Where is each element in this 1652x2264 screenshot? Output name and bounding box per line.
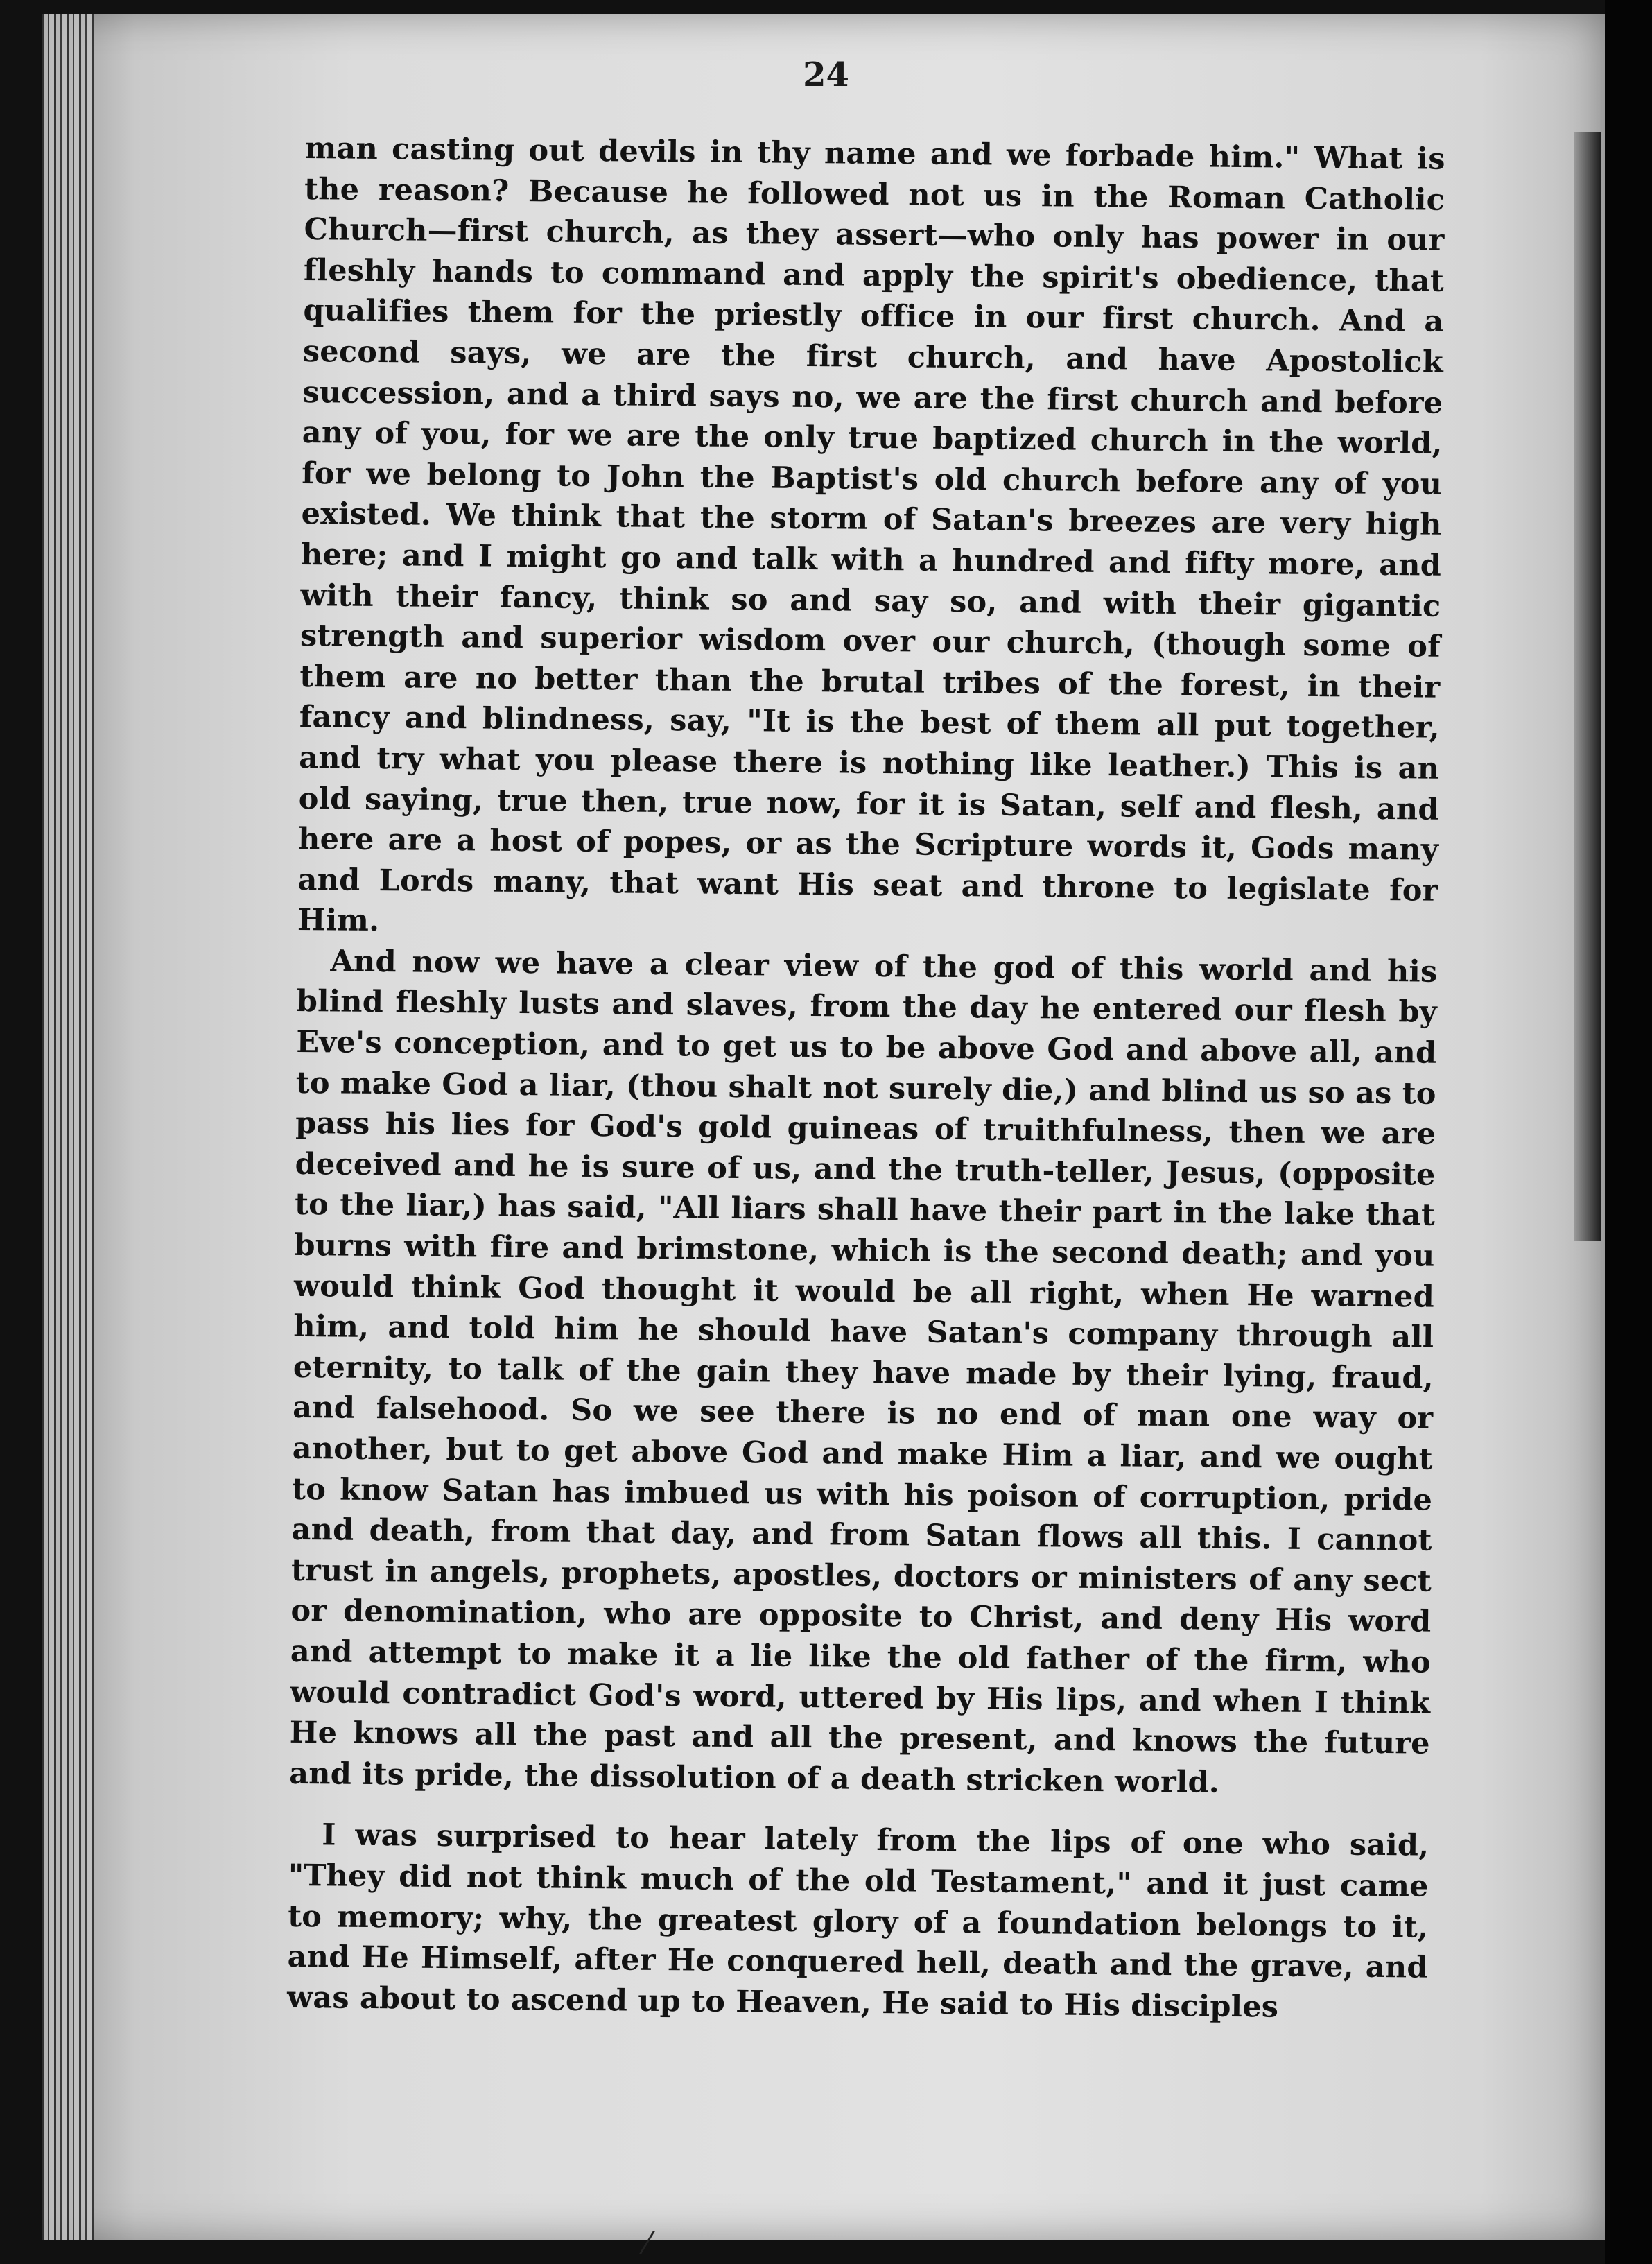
paragraph-2: And now we have a clear view of the god of this world and his blind fleshly lusts and slaves, from the day he entered our flesh by Eve's conception, and to get us to be above God and above all, and to make God a liar, (thou shalt not surely die,) and blind us so as to pass his lies for God's gold guineas of truithfulness, then we are deceived and he is sure of us, and the truth-teller, Jesus, (opposite to the liar,) has said, "All liars shall have their part in the lake that burns with fire and brimstone, which is the second death; and you would think God thought it would be all right, when He warned him, and told him he should have Satan's company through all eternity, to talk of the gain they have made by their lying, fraud, and falsehood. So we see there is no end of man one way or another, but to get above God and make Him a liar, and we ought to know Satan has imbued us with his poison of corruption, pride and death, from that day, and from Satan flows all this. I cannot trust in angels, prophets, apostles, doctors or ministers of any sect or denomination, who are opposite to Christ, and deny His word and attempt to make it a lie like the old father of the firm, who would contradict God's word, uttered by His lips, and when I think He knows all the past and all the present, and knows the future and its pride, the dissolution of a death stricken world. <box>288 944 1438 1800</box>
binding-gutter <box>42 14 94 2240</box>
paragraph-1: man casting out devils in thy name and we forbade him." What is the reason? Because he followed not us in the Roman Catholic Church—first church, as they assert—who only has power in our fleshly hands to command and apply the spirit's obedience, that qualifies them for the priestly office in our first church. And a second says, we are the first church, and have Apostolick succession, and a third says no, we are the first church and before any of you, for we are the only true baptized church in the world, for we belong to John the Baptist's old church before any of you existed. We think that the storm of Satan's breezes are very high here; and I might go and talk with a hundred and fifty more, and with their fancy, think so and say so, and with their gigantic strength and superior wisdom over our church, (though some of them are no better than the brutal tribes of the forest, in their fancy and blindness, say, "It is the best of them all put together, and try what you please there is nothing like leather.) This is an old saying, true then, true now, for it is Satan, self and flesh, and here are a host of popes, or as the Scripture words it, Gods many and Lords many, that want His seat and throne to legislate for Him. <box>297 130 1445 939</box>
ink-mark: ⁄ <box>645 2226 650 2261</box>
body-text <box>287 128 1445 2029</box>
paragraph-3: I was surprised to hear lately from the lips of one who said, "They did not think much of the old Testament," and it just came to memory; why, the greatest glory of a foundation belongs to it, and He Himself, after He conquered hell, death and the grave, and was about to ascend up to Heaven, He said to His disciples <box>286 1817 1429 2025</box>
page-edge-shadow <box>1574 132 1601 1241</box>
scan-border <box>1605 0 1652 2264</box>
page-number: 24 <box>803 55 849 94</box>
